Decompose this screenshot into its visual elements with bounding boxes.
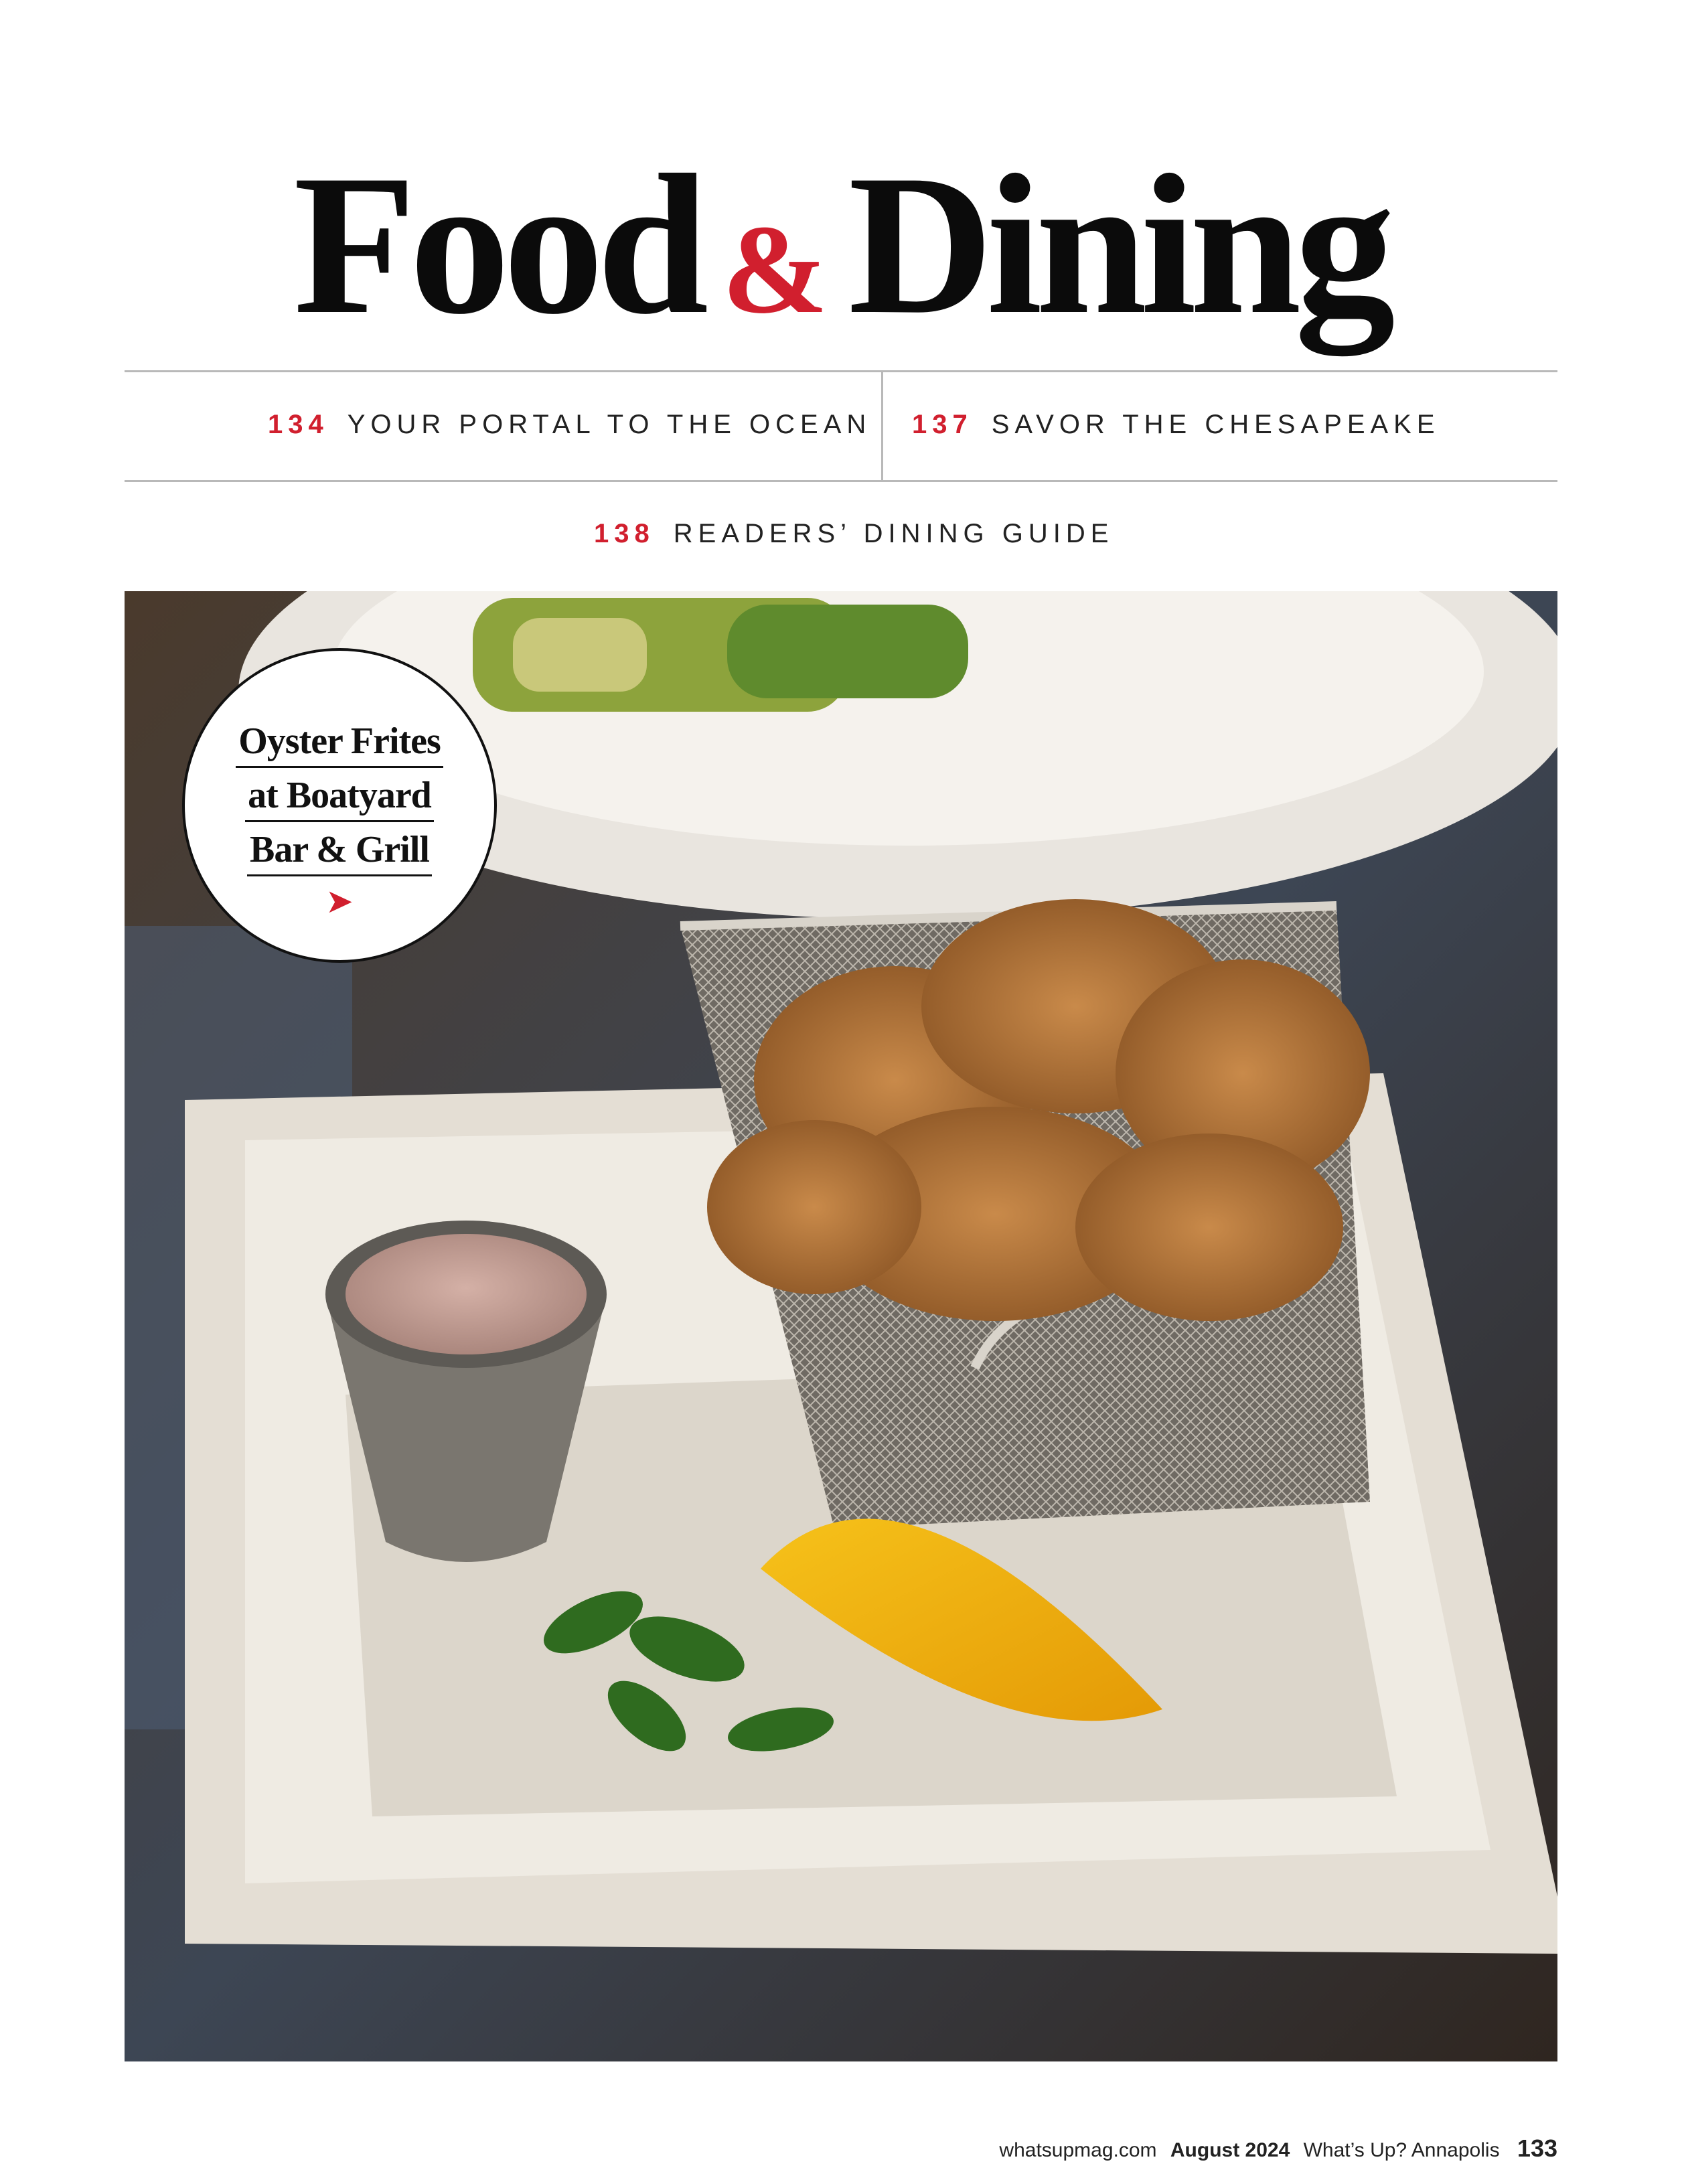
footer-site: whatsupmag.com bbox=[999, 2139, 1157, 2161]
callout-line: Oyster Frites bbox=[236, 718, 443, 768]
toc-item-chesapeake[interactable] bbox=[912, 410, 1440, 440]
arrow-icon: ➤ bbox=[325, 882, 354, 920]
zucchini-garnish bbox=[473, 598, 968, 712]
vertical-divider bbox=[881, 372, 883, 481]
photo-caption-callout bbox=[182, 648, 497, 963]
toc-label: YOUR PORTAL TO THE OCEAN bbox=[347, 410, 872, 439]
footer-issue: August 2024 bbox=[1170, 2139, 1290, 2161]
title-ampersand: & bbox=[722, 200, 828, 340]
toc-page-number: 138 bbox=[594, 519, 655, 548]
toc-page-number: 134 bbox=[268, 410, 329, 439]
title-dining: Dining bbox=[848, 133, 1389, 356]
callout-line: at Boatyard bbox=[245, 772, 434, 822]
page-number: 133 bbox=[1517, 2134, 1557, 2162]
section-title bbox=[0, 134, 1682, 380]
callout-line: Bar & Grill bbox=[247, 826, 432, 876]
bottom-divider bbox=[125, 480, 1557, 482]
title-food: Food bbox=[293, 133, 702, 356]
toc-item-portal[interactable] bbox=[268, 410, 871, 440]
top-divider bbox=[125, 370, 1557, 372]
toc-item-dining-guide[interactable] bbox=[594, 519, 1114, 549]
toc-label: SAVOR THE CHESAPEAKE bbox=[991, 410, 1440, 439]
page-footer bbox=[991, 2134, 1557, 2163]
footer-magazine: What’s Up? Annapolis bbox=[1303, 2139, 1500, 2161]
toc-page-number: 137 bbox=[912, 410, 973, 439]
toc-label: READERS’ DINING GUIDE bbox=[673, 519, 1114, 548]
